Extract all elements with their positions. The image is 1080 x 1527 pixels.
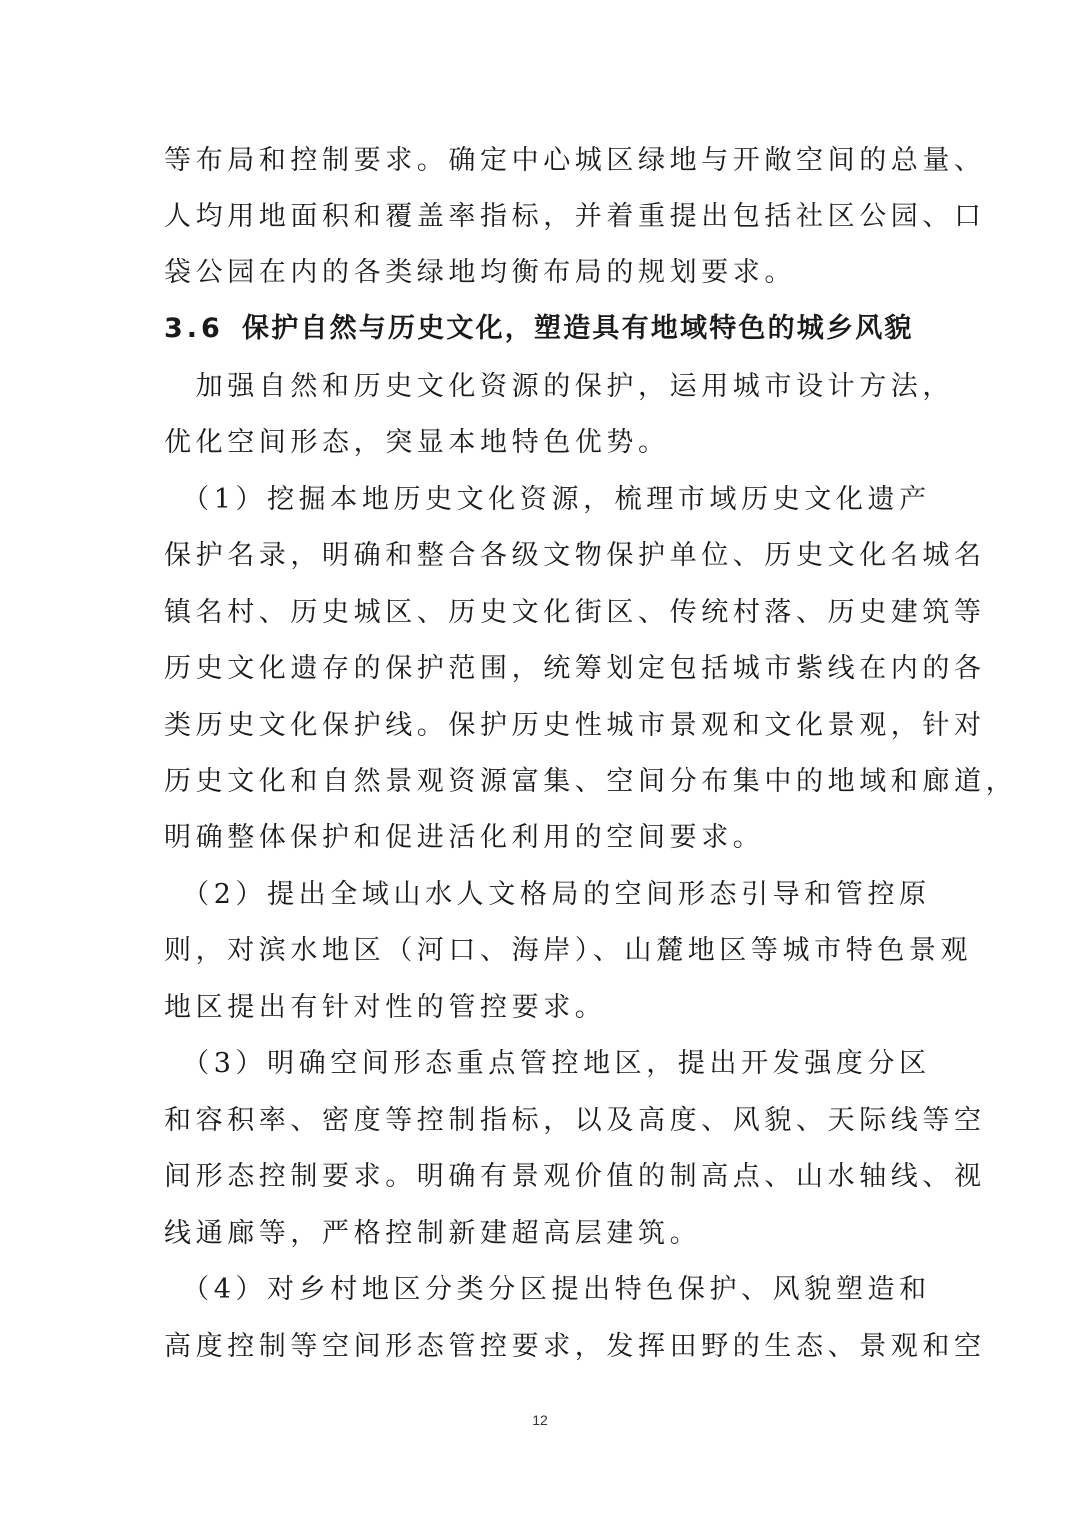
text-line: 类历史文化保护线。保护历史性城市景观和文化景观，针对 [164,710,986,741]
text-line: 等布局和控制要求。确定中心城区绿地与开敞空间的总量、 [164,145,986,176]
text-line: 地区提出有针对性的管控要求。 [164,992,607,1023]
text-line: （3）明确空间形态重点管控地区，提出开发强度分区 [164,1048,931,1079]
text-line: 高度控制等空间形态管控要求，发挥田野的生态、景观和空 [164,1331,986,1362]
section-title: 保护自然与历史文化，塑造具有地域特色的城乡风貌 [242,313,914,344]
text-line: （2）提出全域山水人文格局的空间形态引导和管控原 [164,879,931,910]
text-line: 加强自然和历史文化资源的保护，运用城市设计方法， [164,371,954,402]
text-line: 优化空间形态，突显本地特色优势。 [164,427,670,458]
page-number: 12 [532,1412,548,1428]
text-line: 线通廊等，严格控制新建超高层建筑。 [164,1218,702,1249]
text-line: 保护名录，明确和整合各级文物保护单位、历史文化名城名 [164,540,986,571]
text-line: 历史文化遗存的保护范围，统筹划定包括城市紫线在内的各 [164,653,986,684]
text-line: 则，对滨水地区（河口、海岸）、山麓地区等城市特色景观 [164,935,973,966]
text-line: 人均用地面积和覆盖率指标，并着重提出包括社区公园、口 [164,201,986,232]
text-line: （1）挖掘本地历史文化资源，梳理市域历史文化遗产 [164,484,931,515]
section-heading [164,309,924,349]
section-number: 3.6 [164,313,224,344]
text-line: 历史文化和自然景观资源富集、空间分布集中的地域和廊道， [164,766,1018,797]
text-line: 明确整体保护和促进活化利用的空间要求。 [164,822,765,853]
text-line: 镇名村、历史城区、历史文化街区、传统村落、历史建筑等 [164,597,986,628]
text-line: 和容积率、密度等控制指标，以及高度、风貌、天际线等空 [164,1105,986,1136]
text-line: （4）对乡村地区分类分区提出特色保护、风貌塑造和 [164,1274,931,1305]
text-line: 间形态控制要求。明确有景观价值的制高点、山水轴线、视 [164,1161,986,1192]
text-line: 袋公园在内的各类绿地均衡布局的规划要求。 [164,257,796,288]
